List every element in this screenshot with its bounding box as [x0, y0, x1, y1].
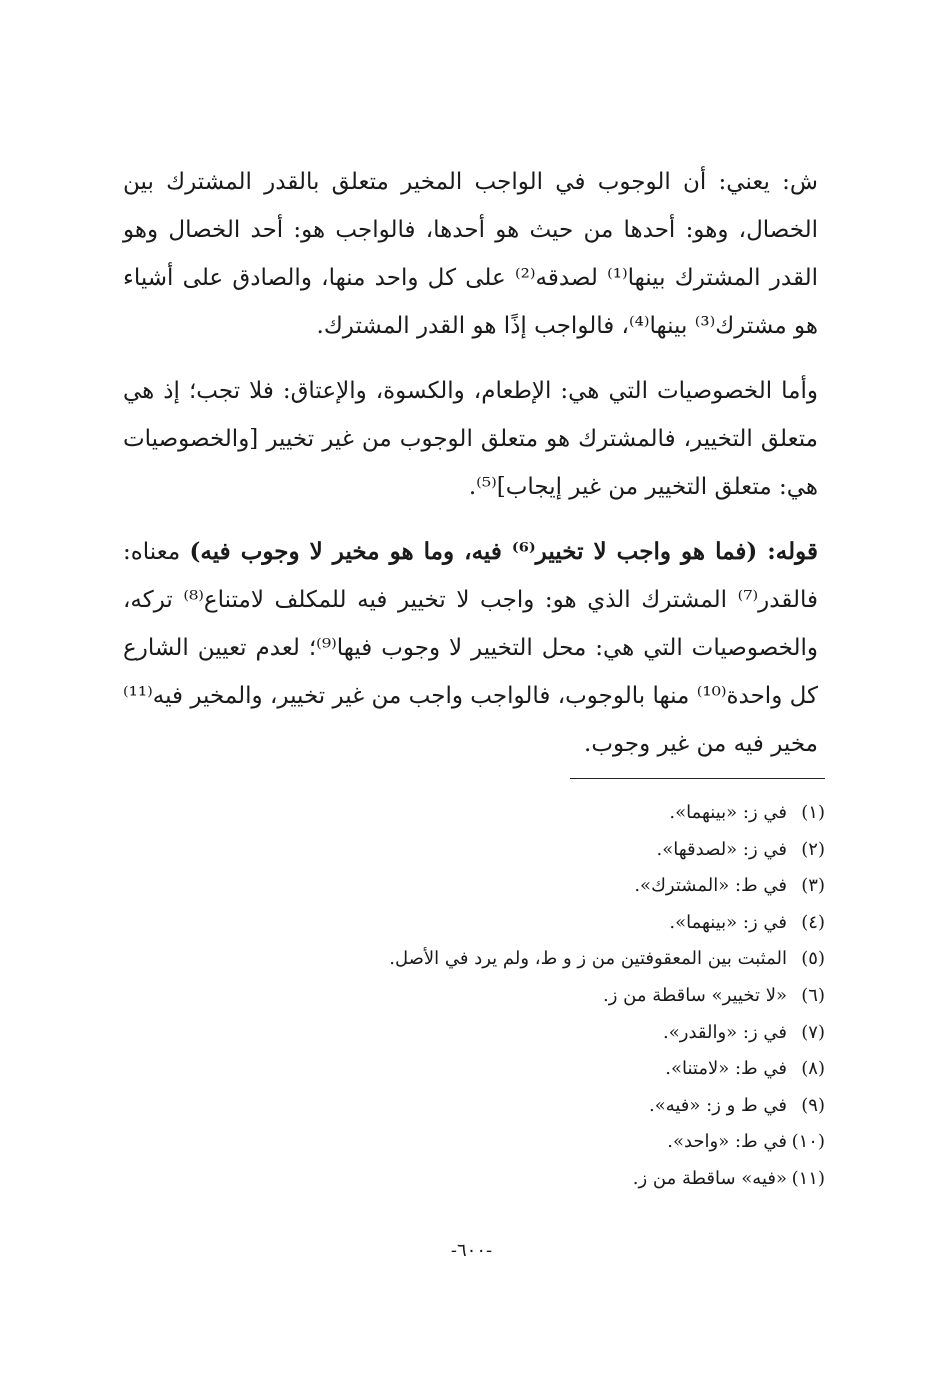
paragraph-commentary: ش: يعني: أن الوجوب في الواجب المخير متعلق بالقدر المشترك بين الخصال، وهو: أحدها من حيث هو أحدها، فالواجب هو: أحد الخصال وهو القدر المشترك بينها⁽¹⁾ لصدقه⁽²⁾ على كل واحد منها، والصادق على أشياء هو مشترك⁽³⁾ بينها⁽⁴⁾، فالواجب إذًا هو القدر المشترك.	[123, 169, 818, 339]
footnote-text: في ز: «لصدقها».	[656, 838, 787, 860]
paragraph-specifics: وأما الخصوصيات التي هي: الإطعام، والكسوة، والإعتاق: فلا تجب؛ إذ هي متعلق التخيير، فالمشترك هو متعلق الوجوب من غير تخيير [والخصوصيات هي: متعلق التخيير من غير إيجاب]⁽⁵⁾.	[123, 378, 818, 500]
footnote	[225, 941, 825, 978]
footnote-text: في ز: «بينهما».	[669, 802, 787, 823]
footnote	[225, 1124, 825, 1161]
footnote	[225, 832, 825, 869]
page-number: -٦٠٠-	[450, 1240, 493, 1261]
footnote	[225, 868, 825, 905]
footnote-number: (٨)	[801, 1058, 825, 1080]
footnote-number: (١٠)	[791, 1131, 825, 1153]
footnote	[225, 1088, 825, 1125]
footnote	[225, 1051, 825, 1088]
footnote-divider	[570, 778, 825, 779]
footnote-text: في ط: «المشترك».	[634, 875, 787, 897]
footnote-text: في ز: «والقدر».	[663, 1021, 787, 1043]
footnote-number: (٦)	[801, 984, 825, 1006]
footnote-number: (٧)	[801, 1021, 825, 1043]
footnote-text: في ط: «لامتنا».	[665, 1058, 787, 1080]
quoted-statement: قوله: (فما هو واجب لا تخيير⁽⁶⁾ فيه، وما هو مخير لا وجوب فيه)	[189, 538, 819, 565]
footnote	[225, 1015, 825, 1052]
footnotes-list	[225, 795, 825, 1198]
footnote-text: المثبت بين المعقوفتين من ز و ط، ولم يرد في الأصل.	[389, 948, 787, 970]
footnote-number: (٤)	[801, 911, 825, 933]
footnote	[225, 1161, 825, 1198]
footnote	[225, 978, 825, 1015]
footnote-text: في ط: «واحد».	[667, 1131, 787, 1153]
footnote	[225, 905, 825, 942]
footnote-number: (١١)	[791, 1167, 825, 1189]
paragraph-quote-explanation	[123, 528, 818, 768]
footnote-text: في ز: «بينهما».	[669, 911, 787, 933]
footnote-text: «لا تخيير» ساقطة من ز.	[603, 984, 787, 1006]
footnote-number: (٥)	[801, 948, 825, 970]
footnote-text: في ط و ز: «فيه».	[648, 1094, 787, 1116]
explanation-text: معناه: فالقدر⁽⁷⁾ المشترك الذي هو: واجب لا تخيير فيه للمكلف لامتناع⁽⁸⁾ تركه، والخصوصيات التي هي: محل التخيير لا وجوب فيها⁽⁹⁾؛ لعدم تعيين الشارع كل واحدة⁽¹⁰⁾ منها بالوجوب، فالواجب واجب من غير تخيير، والمخير فيه⁽¹¹⁾ مخير فيه من غير وجوب.	[123, 539, 818, 757]
footnote-number: (٢)	[801, 838, 825, 860]
footnote-number: (٩)	[801, 1094, 825, 1116]
footnote-number: (١)	[801, 802, 825, 823]
footnote	[225, 795, 825, 832]
footnote-text: «فيه» ساقطة من ز.	[632, 1167, 787, 1189]
footnote-number: (٣)	[801, 875, 825, 897]
